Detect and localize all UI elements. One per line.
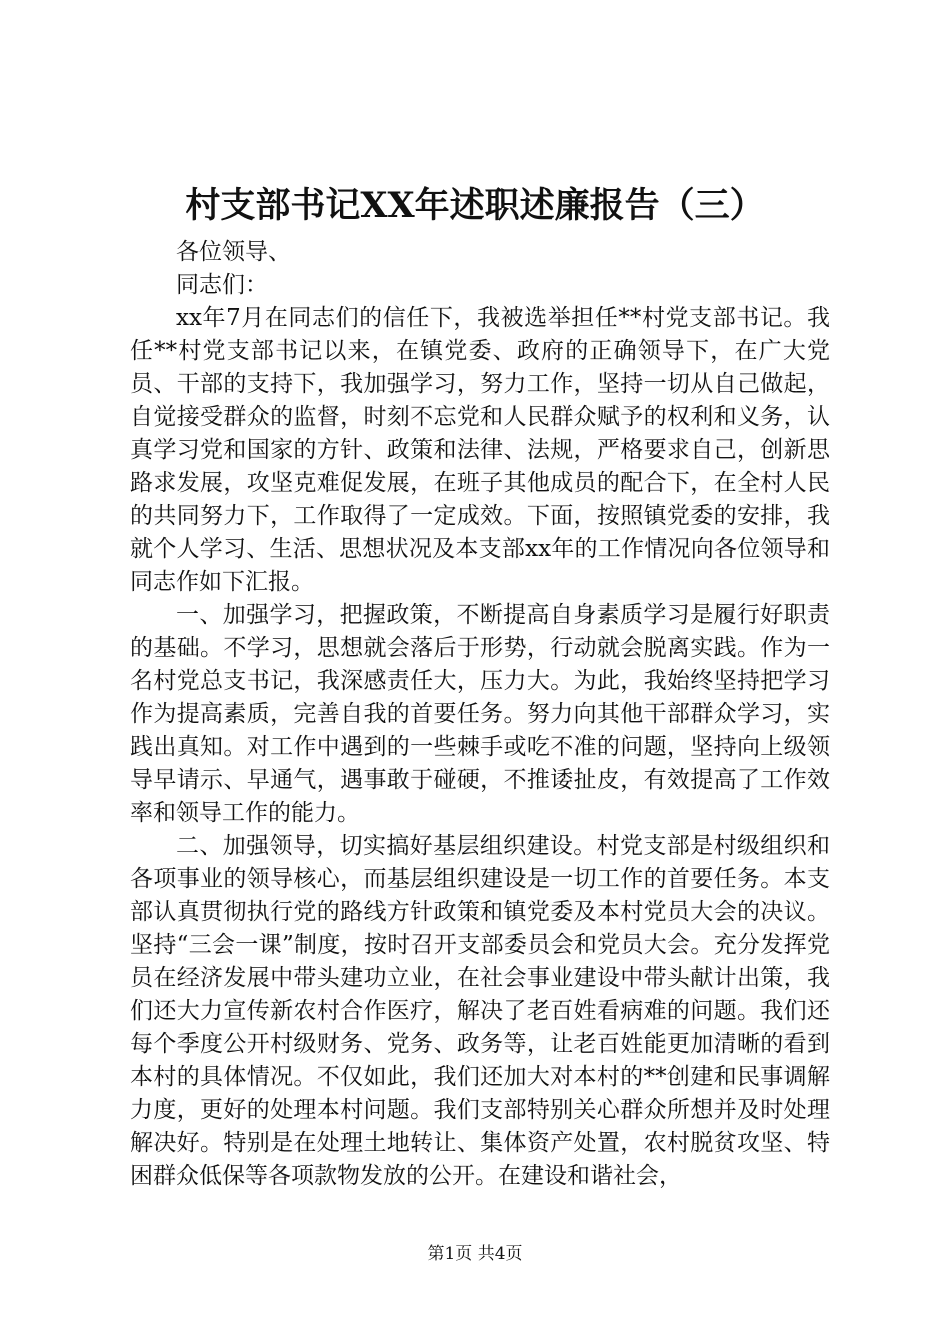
body-paragraph: xx年7月在同志们的信任下，我被选举担任**村党支部书记。我任**村党支部书记以来，在镇党委、政府的正确领导下，在广大党员、干部的支持下，我加强学习，努力工作，坚持一切从自己做起，自觉接受群众的监督，时刻不忘党和人民群众赋予的权利和义务，认真学习党和国家的方针、政策和法律、法规，严格要求自己，创新思路求发展，攻坚克难促发展，在班子其他成员的配合下，在全村人民的共同努力下，工作取得了一定成效。下面，按照镇党委的安排，我就个人学习、生活、思想状况及本支部xx年的工作情况向各位领导和同志作如下汇报。 xyxy=(130,305,830,595)
document-body xyxy=(130,236,830,1193)
salutation-line: 同志们： xyxy=(176,272,268,298)
page-footer: 第1页 共4页 xyxy=(427,1244,523,1264)
body-paragraph: 一、加强学习，把握政策，不断提高自身素质学习是履行好职责的基础。不学习，思想就会落后于形势，行动就会脱离实践。作为一名村党总支书记，我深感责任大，压力大。为此，我始终坚持把学习作为提高素质，完善自我的首要任务。努力向其他干部群众学习，实践出真知。对工作中遇到的一些棘手或吃不准的问题，坚持向上级领导早请示、早通气，遇事敢于碰硬，不推诿扯皮，有效提高了工作效率和领导工作的能力。 xyxy=(130,602,830,826)
document-title: 村支部书记XX年述职述廉报告（三） xyxy=(185,185,765,226)
body-paragraph: 二、加强领导，切实搞好基层组织建设。村党支部是村级组织和各项事业的领导核心，而基层组织建设是一切工作的首要任务。本支部认真贯彻执行党的路线方针政策和镇党委及本村党员大会的决议。坚持“三会一课”制度，按时召开支部委员会和党员大会。充分发挥党员在经济发展中带头建功立业，在社会事业建设中带头献计出策，我们还大力宣传新农村合作医疗，解决了老百姓看病难的问题。我们还每个季度公开村级财务、党务、政务等，让老百姓能更加清晰的看到本村的具体情况。不仅如此，我们还加大对本村的**创建和民事调解力度，更好的处理本村问题。我们支部特别关心群众所想并及时处理解决好。特别是在处理土地转让、集体资产处置，农村脱贫攻坚、特困群众低保等各项款物发放的公开。在建设和谐社会， xyxy=(130,833,830,1189)
salutation-line: 各位领导、 xyxy=(176,239,291,265)
